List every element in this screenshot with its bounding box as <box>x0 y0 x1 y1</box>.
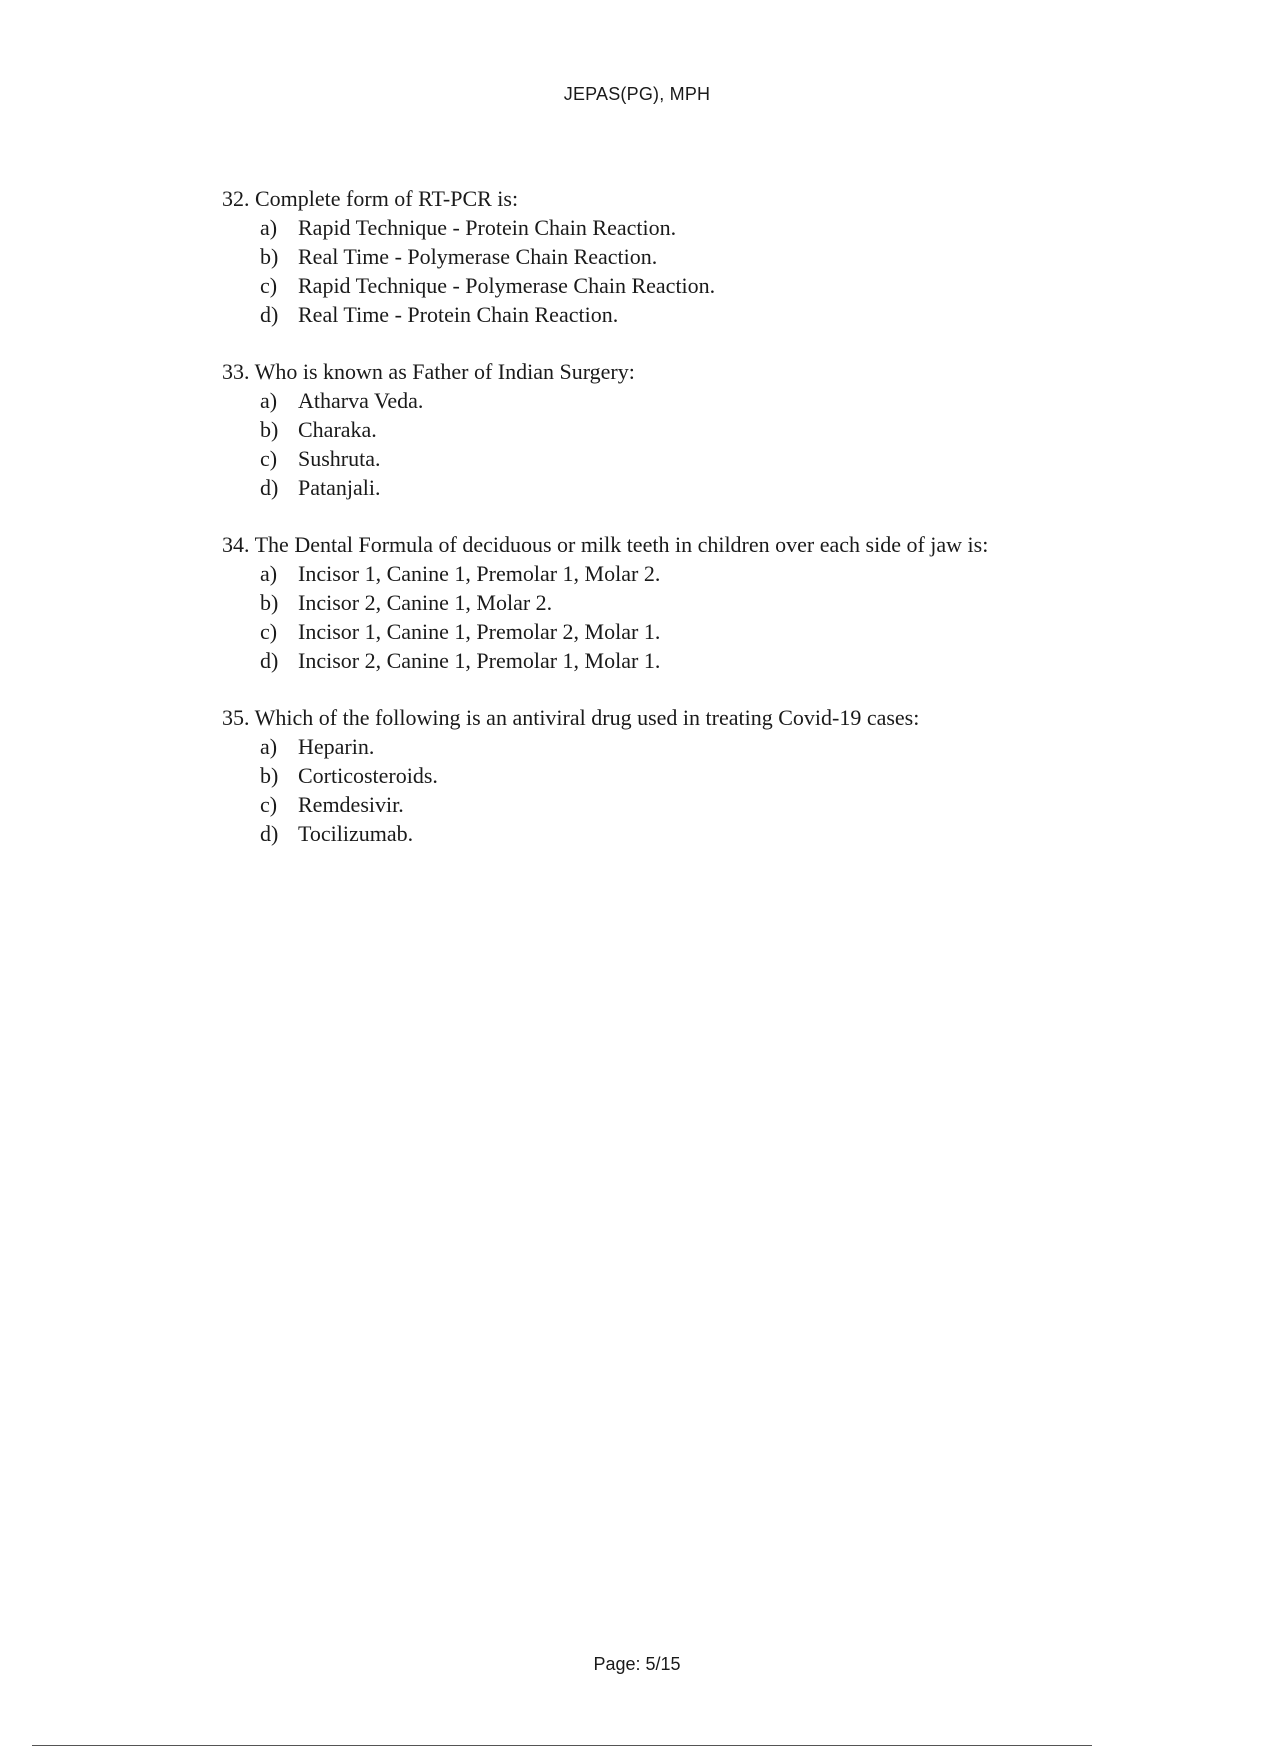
option-b <box>222 242 1222 271</box>
option-text: Incisor 1, Canine 1, Premolar 2, Molar 1. <box>298 619 661 644</box>
option-text: Incisor 2, Canine 1, Molar 2. <box>298 590 553 615</box>
question-number: 34. <box>222 532 250 557</box>
option-letter: d) <box>260 475 279 500</box>
option-a <box>222 732 1222 761</box>
option-text: Rapid Technique - Polymerase Chain Reaction. <box>298 273 716 298</box>
option-list <box>222 732 1222 848</box>
question-text: The Dental Formula of deciduous or milk teeth in children over each side of jaw is: <box>254 532 989 557</box>
option-c <box>222 271 1222 300</box>
option-text: Tocilizumab. <box>298 821 414 846</box>
option-b <box>222 415 1222 444</box>
option-b <box>222 588 1222 617</box>
option-a <box>222 386 1222 415</box>
question-32 <box>222 184 1222 329</box>
option-text: Atharva Veda. <box>298 388 424 413</box>
option-letter: c) <box>260 792 278 817</box>
option-list <box>222 213 1222 329</box>
option-text: Incisor 1, Canine 1, Premolar 1, Molar 2. <box>298 561 661 586</box>
question-number: 35. <box>222 705 250 730</box>
option-text: Remdesivir. <box>298 792 404 817</box>
option-text: Real Time - Protein Chain Reaction. <box>298 302 619 327</box>
page-number: Page: 5/15 <box>593 1654 681 1674</box>
option-d <box>222 473 1222 502</box>
option-letter: d) <box>260 302 279 327</box>
option-text: Heparin. <box>298 734 375 759</box>
option-letter: d) <box>260 648 279 673</box>
option-text: Corticosteroids. <box>298 763 438 788</box>
option-letter: b) <box>260 590 279 615</box>
option-c <box>222 617 1222 646</box>
option-letter: c) <box>260 619 278 644</box>
option-text: Patanjali. <box>298 475 381 500</box>
option-c <box>222 790 1222 819</box>
option-letter: c) <box>260 273 278 298</box>
question-35 <box>222 703 1222 848</box>
option-text: Rapid Technique - Protein Chain Reaction. <box>298 215 677 240</box>
option-c <box>222 444 1222 473</box>
question-text: Who is known as Father of Indian Surgery: <box>254 359 635 384</box>
option-d <box>222 300 1222 329</box>
option-d <box>222 646 1222 675</box>
option-list <box>222 386 1222 502</box>
option-letter: b) <box>260 417 279 442</box>
question-text: Complete form of RT-PCR is: <box>255 186 519 211</box>
option-a <box>222 559 1222 588</box>
option-letter: a) <box>260 734 278 759</box>
option-text: Charaka. <box>298 417 377 442</box>
question-text: Which of the following is an antiviral drug used in treating Covid-19 cases: <box>254 705 920 730</box>
option-text: Real Time - Polymerase Chain Reaction. <box>298 244 658 269</box>
option-letter: d) <box>260 821 279 846</box>
question-list <box>222 184 1222 876</box>
footer-rule <box>32 1745 1092 1746</box>
option-letter: a) <box>260 215 278 240</box>
option-b <box>222 761 1222 790</box>
option-text: Sushruta. <box>298 446 381 471</box>
question-34 <box>222 530 1222 675</box>
option-list <box>222 559 1222 675</box>
option-letter: a) <box>260 388 278 413</box>
option-a <box>222 213 1222 242</box>
option-letter: a) <box>260 561 278 586</box>
question-number: 32. <box>222 186 250 211</box>
option-letter: b) <box>260 763 279 788</box>
option-letter: c) <box>260 446 278 471</box>
option-text: Incisor 2, Canine 1, Premolar 1, Molar 1. <box>298 648 661 673</box>
question-33 <box>222 357 1222 502</box>
page-header: JEPAS(PG), MPH <box>563 84 711 104</box>
option-d <box>222 819 1222 848</box>
question-number: 33. <box>222 359 250 384</box>
option-letter: b) <box>260 244 279 269</box>
